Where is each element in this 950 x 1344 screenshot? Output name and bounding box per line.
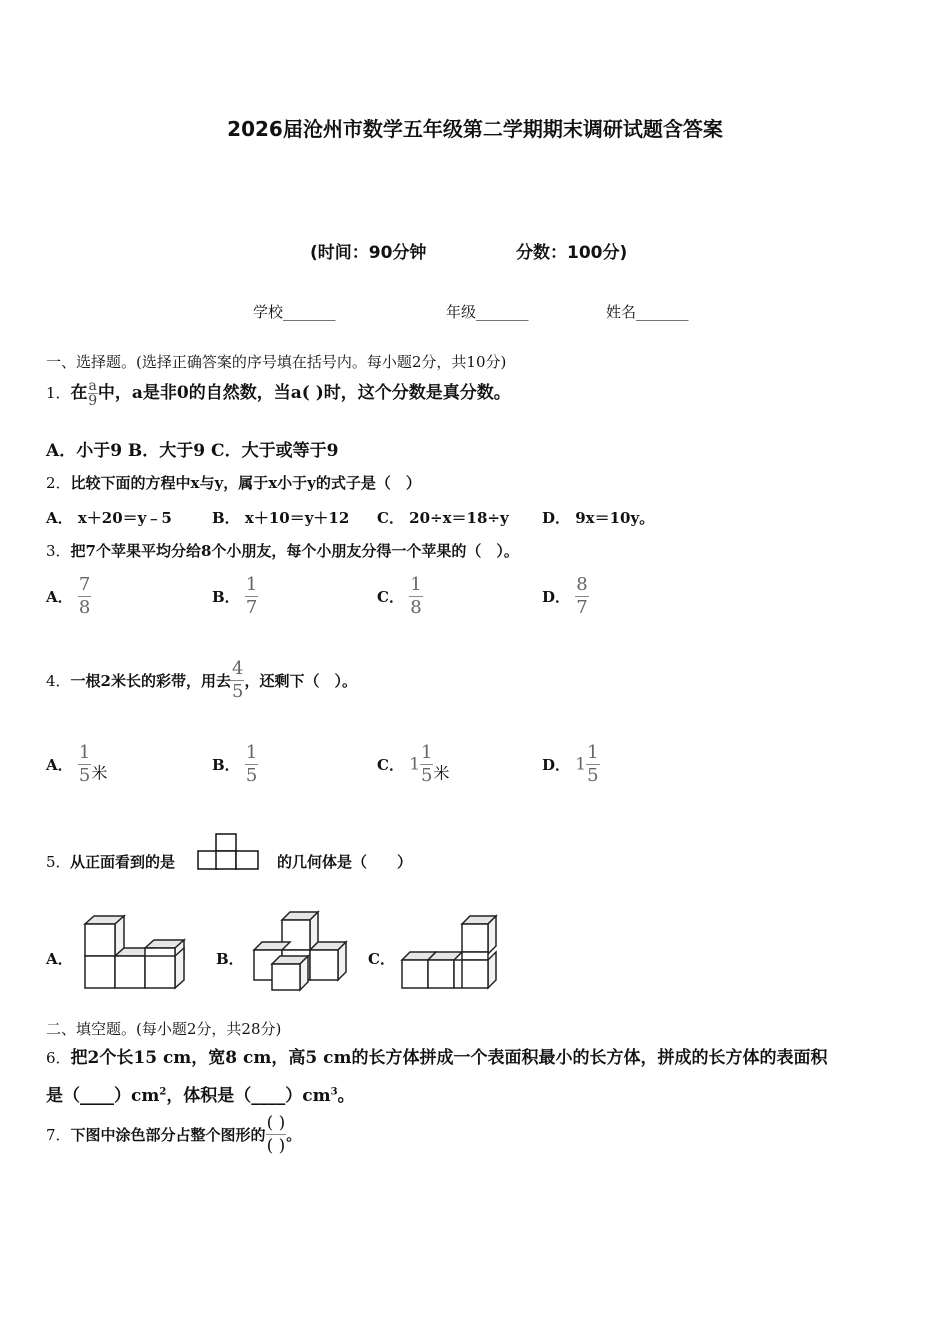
question-6-line-1 [46,1043,827,1068]
option-label: D． [542,756,571,774]
question-2-number: 2． [46,474,71,492]
fraction-denominator: 5 [587,765,599,786]
option-label: C． [377,756,404,774]
name-field: 姓名_______ [606,303,689,321]
superscript-3: 3 [330,1086,338,1098]
option-label: B． [212,588,240,606]
front-view-square [216,851,236,869]
fraction-denominator: 5 [245,765,258,786]
question-7-post: 。 [286,1126,302,1144]
exam-time: (时间：90分钟 [310,243,427,263]
question-5-pre: 从正面看到的是 [70,853,176,871]
question-3-option-c [377,574,423,619]
fraction-numerator: 1 [245,574,258,595]
question-6-end: 。 [337,1086,355,1106]
option-label: A． [46,588,73,606]
question-7-fraction [266,1112,287,1157]
fraction-numerator: 8 [576,574,588,595]
question-5-post: 的几何体是（ ） [277,853,413,871]
question-1-fraction-denominator: 9 [88,393,98,409]
fraction-numerator: 7 [78,574,91,595]
question-2-option-c: C． 20÷x＝18÷y [377,509,509,527]
question-4-pre: 一根2米长的彩带，用去 [70,672,231,690]
option-fraction [586,742,599,787]
mixed-whole: 1 [575,754,587,775]
fraction-numerator: 1 [421,742,433,763]
question-3 [46,540,519,561]
question-5-number: 5． [46,853,71,871]
grade-field: 年级_______ [446,303,529,321]
question-2-text: 比较下面的方程中x与y，属于x小于y的式子是（ ） [70,474,421,492]
question-6-text: 把2个长15 cm，宽8 cm，高5 cm的长方体拼成一个表面积最小的长方体，拼成的长方体的表面积 [70,1048,828,1068]
question-3-text: 把7个苹果平均分给8个小朋友，每个小朋友分得一个苹果的（ ）。 [70,542,519,560]
option-unit: 米 [433,763,450,783]
question-4-option-a [46,742,107,787]
question-4-post: ，还剩下（ ）。 [244,672,357,690]
option-fraction [420,742,433,787]
question-5-option-a-figure [80,912,196,992]
question-4 [46,658,357,703]
question-2-option-d: D． 9x＝10y。 [542,509,655,527]
front-view-figure [196,832,264,872]
question-4-fraction [231,658,244,703]
question-7 [46,1112,301,1157]
option-fraction [245,742,258,787]
option-fraction [78,574,91,619]
fraction-numerator: 4 [232,658,244,679]
option-fraction [78,742,91,787]
question-1-fraction-numerator: a [88,378,97,394]
fraction-denominator: 5 [232,681,244,702]
question-3-option-d [542,574,589,619]
option-label: A． [46,756,73,774]
question-6-blank-volume: ，体积是（____）cm [166,1086,331,1106]
question-7-number: 7． [46,1126,71,1144]
question-4-option-c [377,742,449,787]
option-label: D． [542,588,571,606]
question-1-options: A．小于9 B．大于9 C．大于或等于9 [46,441,339,461]
front-view-square [198,851,218,869]
question-5-option-c-label: C． [368,950,395,968]
fraction-denominator: 5 [421,765,433,786]
option-unit: 米 [91,763,108,783]
fraction-denominator: 8 [410,597,422,618]
question-1-pre: 在 [70,383,88,403]
question-1 [46,378,511,408]
question-6-number: 6． [46,1049,71,1067]
section-1-heading: 一、选择题。(选择正确答案的序号填在括号内。每小题2分，共10分) [46,353,507,371]
question-3-number: 3． [46,542,71,560]
fraction-denominator: 5 [78,765,91,786]
fraction-denominator: 7 [576,597,588,618]
option-label: C． [377,588,404,606]
question-2-option-a: A． x＋20＝y﹣5 [46,509,172,527]
school-field: 学校_______ [253,303,336,321]
question-6-blank-area: 是（____）cm [46,1086,160,1106]
superscript-2: 2 [159,1086,167,1098]
fraction-numerator: 1 [410,574,422,595]
question-3-option-a [46,574,91,619]
question-5-option-a-label: A． [46,950,73,968]
question-5-option-b-figure [250,908,350,994]
fraction-numerator: ( ) [266,1113,286,1133]
fraction-numerator: 1 [245,742,258,763]
section-2-heading: 二、填空题。(每小题2分，共28分) [46,1020,282,1038]
question-5-option-c-figure [396,912,504,992]
front-view-square [236,851,258,869]
question-6-line-2 [46,1081,355,1106]
fraction-denominator: ( ) [266,1136,286,1156]
question-4-option-d [542,742,600,787]
question-2 [46,472,421,493]
page-title: 2026届沧州市数学五年级第二学期期末调研试题含答案 [227,117,723,141]
front-view-top-square [216,834,236,851]
question-1-number: 1． [46,384,71,402]
question-3-option-b [212,574,258,619]
question-5-option-b-label: B． [216,950,244,968]
option-fraction [245,574,258,619]
fraction-numerator: 1 [78,742,91,763]
question-4-option-b [212,742,258,787]
fraction-denominator: 8 [78,597,91,618]
mixed-whole: 1 [409,754,421,775]
question-4-number: 4． [46,672,71,690]
fraction-denominator: 7 [245,597,258,618]
question-1-fraction [88,379,98,408]
option-label: B． [212,756,240,774]
question-1-text: 中，a是非0的自然数，当a( )时，这个分数是真分数。 [97,383,511,403]
exam-score: 分数：100分) [516,243,628,263]
question-2-option-b: B． x＋10＝y＋12 [212,509,350,527]
fraction-numerator: 1 [587,742,599,763]
question-7-pre: 下图中涂色部分占整个图形的 [70,1126,266,1144]
option-fraction [575,574,588,619]
option-fraction [409,574,422,619]
